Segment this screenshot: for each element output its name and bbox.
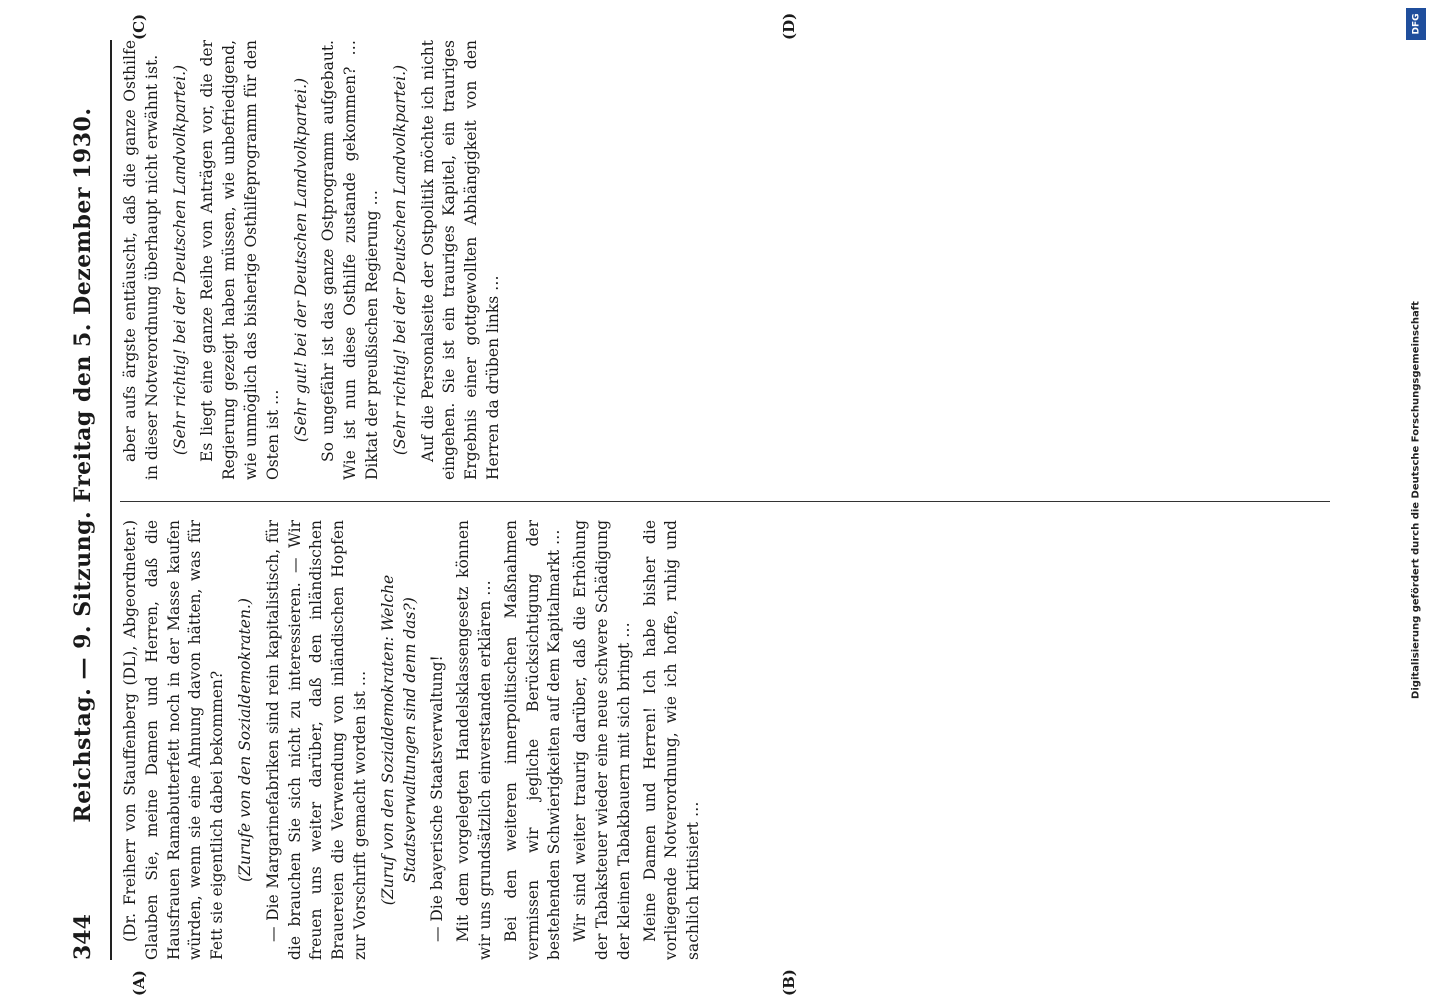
interjection: (Sehr richtig! bei der Deutschen Landvolkpartei.) (170, 64, 189, 456)
paragraph: Es liegt eine ganze Reihe von Anträgen vor, die der Regierung gezeigt haben müssen, wie unbefriedigend, wie unmöglich das bisherige Osthilfeprogramm für den Osten ist … (198, 40, 282, 480)
paragraph: — Die Margarinefabriken sind rein kapitalistisch, für die brauchen Sie sich nicht zu interessieren. — Wir freuen uns weiter darüber, daß den inländischen Brauereien die Verwendung von inländischen Hopfen zur Vorschrift gemacht worden ist … (263, 520, 369, 960)
interjection: (Sehr gut! bei der Deutschen Landvolkpartei.) (291, 77, 310, 443)
paragraph: Wir sind weiter traurig darüber, daß die Erhöhung der Tabaksteuer wieder eine neue schwere Schädigung der kleinen Tabakbauern mit sich bringt … (571, 520, 633, 960)
right-column (120, 40, 1330, 480)
rotated-page (60, 0, 1350, 1000)
digitization-credit (1404, 0, 1428, 1000)
interjection: (Zuruf von den Sozialdemokraten: Welche Staatsverwaltungen sind denn das?) (378, 574, 419, 906)
page-header (70, 40, 112, 960)
margin-marker-d: (D) (780, 12, 798, 40)
paragraph: — Die bayerische Staatsverwaltung! (428, 655, 447, 942)
margin-marker-c: (C) (130, 13, 148, 40)
page-number: 344 (70, 914, 96, 960)
page-title: Reichstag. — 9. Sitzung. Freitag den 5. Dezember 1930. (70, 107, 96, 823)
paragraph: aber aufs ärgste enttäuscht, daß die ganze Osthilfe in dieser Notverordnung überhaupt nicht erwähnt ist. (121, 40, 161, 480)
dfg-logo: DFG (1406, 8, 1426, 40)
credit-text: Digitalisierung gefördert durch die Deutsche Forschungsgemeinschaft (1410, 301, 1422, 699)
column-divider (120, 501, 1330, 502)
paragraph: So ungefähr ist das ganze Ostprogramm aufgebaut. Wie ist nun diese Osthilfe zustande gekommen? … Diktat der preußischen Regierung … (319, 40, 381, 480)
paragraph: Auf die Personalseite der Ostpolitik möchte ich nicht eingehen. Sie ist ein trauriges Kapitel, ein trauriges Ergebnis einer gottgewollten Abhängigkeit von den Herren da drüben links … (418, 40, 502, 480)
margin-marker-a: (A) (130, 970, 148, 996)
interjection: (Zurufe von den Sozialdemokraten.) (235, 598, 254, 882)
paragraph: Mit dem vorgelegten Handelsklassengesetz können wir uns grundsätzlich einverstanden erklären … (454, 520, 494, 960)
paragraph: (Dr. Freiherr von Stauffenberg (DL), Abgeordneter.) Glauben Sie, meine Damen und Herren, daß die Hausfrauen Ramabutterfett noch in der Masse kaufen würden, wenn sie eine Ahnung davon hätten, was für Fett sie eigentlich dabei bekommen? (121, 520, 227, 960)
left-column (120, 520, 1330, 960)
margin-marker-b: (B) (780, 969, 798, 996)
interjection: (Sehr richtig! bei der Deutschen Landvolkpartei.) (390, 64, 409, 456)
paragraph: Bei den weiteren innerpolitischen Maßnahmen vermissen wir jegliche Berücksichtigung der bestehenden Schwierigkeiten auf dem Kapitalmarkt … (501, 520, 564, 960)
paragraph: Meine Damen und Herren! Ich habe bisher die vorliegende Notverordnung, wie ich hoffe, ruhig und sachlich kritisiert … (640, 520, 703, 960)
